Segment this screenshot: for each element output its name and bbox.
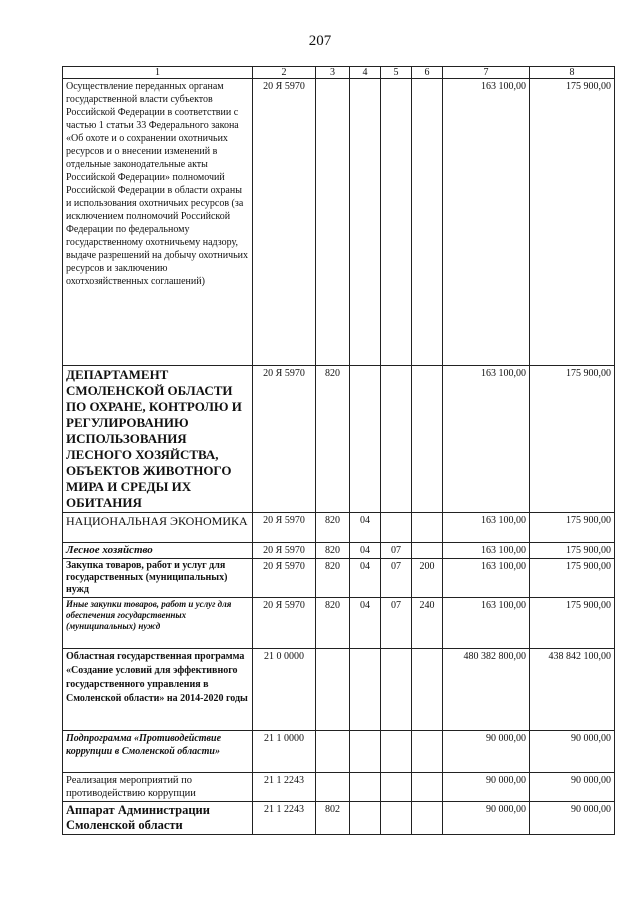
- amount-year-2: 175 900,00: [530, 366, 615, 513]
- expense-type-code: 240: [412, 598, 443, 649]
- grbs-code: [316, 79, 350, 366]
- amount-year-1: 163 100,00: [443, 543, 530, 559]
- row-name: Осуществление переданных органам государственной власти субъектов Российской Федерации в соответствии с частью 1 статьи 33 Федерального закона «Об охоте и о сохранении охотничьих ресурсов и о внесении изменений в отдельные законодательные акты Российской Федерации» полномочий Российской Федерации в области охраны и использования охотничьих ресурсов (за исключением полномочий Российской Федерации по федеральному государственному охотничьему надзору, выдаче разрешений на добычу охотничьих ресурсов и заключению охотхозяйственных соглашений): [63, 79, 253, 366]
- target-article-code: 20 Я 5970: [253, 513, 316, 543]
- grbs-code: 820: [316, 513, 350, 543]
- row-name: НАЦИОНАЛЬНАЯ ЭКОНОМИКА: [63, 513, 253, 543]
- amount-year-2: 90 000,00: [530, 773, 615, 802]
- grbs-code: [316, 731, 350, 773]
- section-code: [350, 649, 381, 731]
- section-code: [350, 802, 381, 835]
- section-code: 04: [350, 598, 381, 649]
- target-article-code: 21 1 2243: [253, 773, 316, 802]
- amount-year-2: 175 900,00: [530, 598, 615, 649]
- grbs-code: 820: [316, 366, 350, 513]
- section-code: 04: [350, 513, 381, 543]
- table-header-row: [63, 67, 615, 79]
- table-row: [63, 79, 615, 366]
- grbs-code: [316, 649, 350, 731]
- header-cell: 6: [412, 67, 443, 79]
- section-code: 04: [350, 559, 381, 598]
- section-code: [350, 773, 381, 802]
- target-article-code: 20 Я 5970: [253, 559, 316, 598]
- expense-type-code: [412, 543, 443, 559]
- header-cell: 7: [443, 67, 530, 79]
- target-article-code: 21 1 2243: [253, 802, 316, 835]
- subsection-code: [381, 731, 412, 773]
- amount-year-1: 90 000,00: [443, 773, 530, 802]
- header-cell: 8: [530, 67, 615, 79]
- grbs-code: 820: [316, 543, 350, 559]
- target-article-code: 20 Я 5970: [253, 598, 316, 649]
- table-row: [63, 649, 615, 731]
- amount-year-1: 90 000,00: [443, 802, 530, 835]
- expense-type-code: [412, 79, 443, 366]
- grbs-code: 820: [316, 559, 350, 598]
- subsection-code: [381, 802, 412, 835]
- grbs-code: [316, 773, 350, 802]
- amount-year-1: 163 100,00: [443, 513, 530, 543]
- row-name: Подпрограмма «Противодействие коррупции в Смоленской области»: [63, 731, 253, 773]
- amount-year-2: 438 842 100,00: [530, 649, 615, 731]
- table-row: [63, 802, 615, 835]
- amount-year-1: 163 100,00: [443, 79, 530, 366]
- table-row: [63, 513, 615, 543]
- table-row: [63, 366, 615, 513]
- subsection-code: 07: [381, 559, 412, 598]
- table-row: [63, 598, 615, 649]
- amount-year-2: 90 000,00: [530, 802, 615, 835]
- target-article-code: 20 Я 5970: [253, 366, 316, 513]
- subsection-code: [381, 773, 412, 802]
- row-name: Областная государственная программа «Создание условий для эффективного государственного управления в Смоленской области» на 2014-2020 годы: [63, 649, 253, 731]
- row-name: ДЕПАРТАМЕНТ СМОЛЕНСКОЙ ОБЛАСТИ ПО ОХРАНЕ, КОНТРОЛЮ И РЕГУЛИРОВАНИЮ ИСПОЛЬЗОВАНИЯ ЛЕСНОГО ХОЗЯЙСТВА, ОБЪЕКТОВ ЖИВОТНОГО МИРА И СРЕДЫ ИХ ОБИТАНИЯ: [63, 366, 253, 513]
- subsection-code: [381, 649, 412, 731]
- amount-year-1: 163 100,00: [443, 559, 530, 598]
- header-cell: 2: [253, 67, 316, 79]
- amount-year-2: 175 900,00: [530, 513, 615, 543]
- row-name: Иные закупки товаров, работ и услуг для обеспечения государственных (муниципальных) нужд: [63, 598, 253, 649]
- amount-year-1: 90 000,00: [443, 731, 530, 773]
- header-cell: 1: [63, 67, 253, 79]
- subsection-code: [381, 366, 412, 513]
- section-code: 04: [350, 543, 381, 559]
- amount-year-2: 175 900,00: [530, 543, 615, 559]
- expense-type-code: [412, 366, 443, 513]
- expense-type-code: [412, 513, 443, 543]
- subsection-code: [381, 513, 412, 543]
- header-cell: 4: [350, 67, 381, 79]
- grbs-code: 802: [316, 802, 350, 835]
- amount-year-2: 175 900,00: [530, 559, 615, 598]
- target-article-code: 20 Я 5970: [253, 79, 316, 366]
- table-row: [63, 773, 615, 802]
- amount-year-2: 175 900,00: [530, 79, 615, 366]
- section-code: [350, 79, 381, 366]
- table-row: [63, 731, 615, 773]
- expense-type-code: [412, 773, 443, 802]
- table-row: [63, 543, 615, 559]
- subsection-code: 07: [381, 543, 412, 559]
- row-name: Лесное хозяйство: [63, 543, 253, 559]
- amount-year-1: 163 100,00: [443, 366, 530, 513]
- subsection-code: 07: [381, 598, 412, 649]
- row-name: Закупка товаров, работ и услуг для государственных (муниципальных) нужд: [63, 559, 253, 598]
- expense-type-code: [412, 731, 443, 773]
- amount-year-1: 163 100,00: [443, 598, 530, 649]
- header-cell: 3: [316, 67, 350, 79]
- section-code: [350, 731, 381, 773]
- grbs-code: 820: [316, 598, 350, 649]
- expense-type-code: [412, 802, 443, 835]
- page-number: 207: [308, 33, 332, 49]
- section-code: [350, 366, 381, 513]
- expense-type-code: 200: [412, 559, 443, 598]
- target-article-code: 21 0 0000: [253, 649, 316, 731]
- row-name: Аппарат Администрации Смоленской области: [63, 802, 253, 835]
- table-row: [63, 559, 615, 598]
- row-name: Реализация мероприятий по противодействию коррупции: [63, 773, 253, 802]
- subsection-code: [381, 79, 412, 366]
- amount-year-1: 480 382 800,00: [443, 649, 530, 731]
- budget-table: [62, 66, 615, 835]
- target-article-code: 20 Я 5970: [253, 543, 316, 559]
- expense-type-code: [412, 649, 443, 731]
- header-cell: 5: [381, 67, 412, 79]
- amount-year-2: 90 000,00: [530, 731, 615, 773]
- target-article-code: 21 1 0000: [253, 731, 316, 773]
